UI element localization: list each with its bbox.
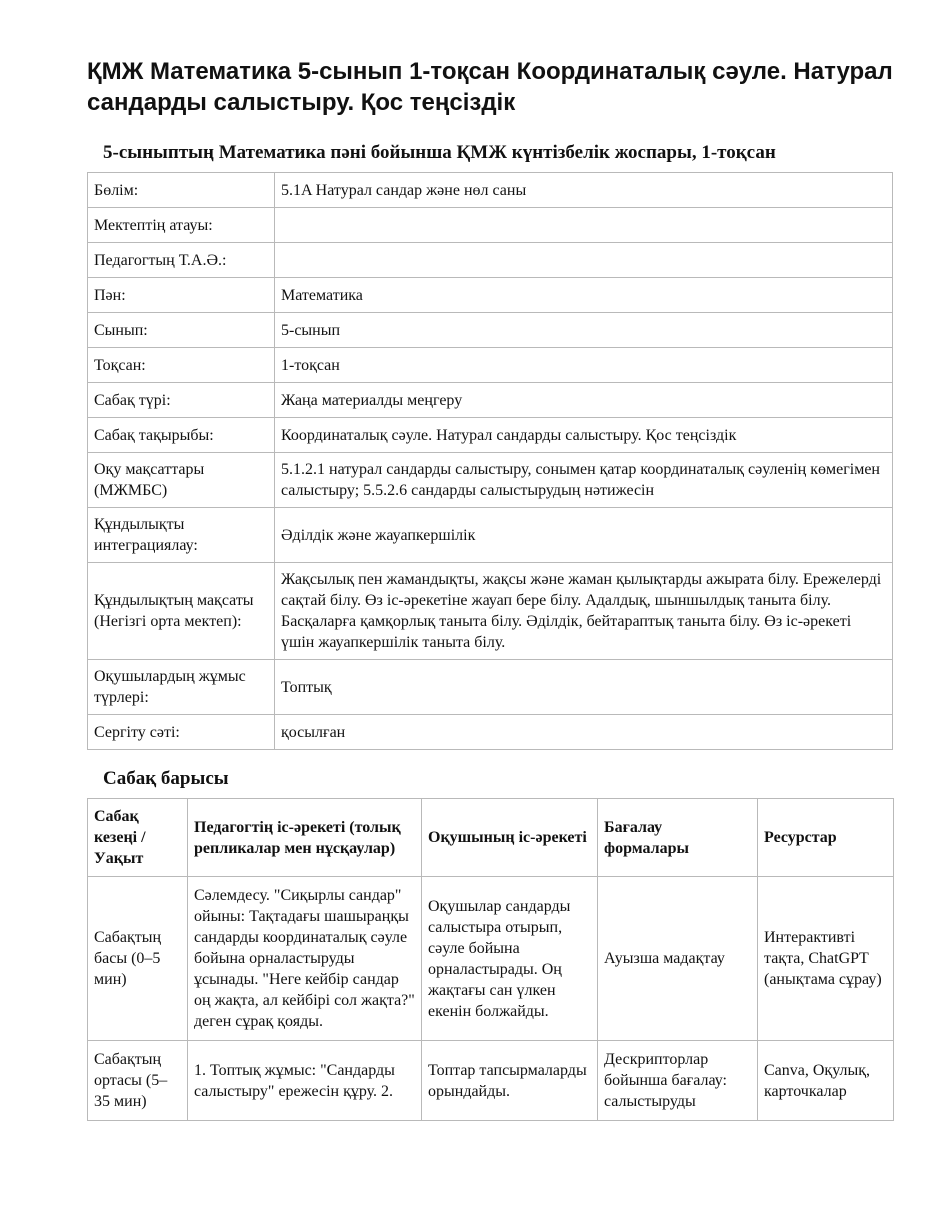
lesson-cell: 1. Топтық жұмыс: "Сандарды салыстыру" ережесін құру. 2. [188,1041,422,1121]
info-row [88,243,893,278]
info-value [275,243,893,278]
info-label: Оқушылардың жұмыс түрлері: [88,660,275,715]
info-row [88,278,893,313]
lesson-progress-heading: Сабақ барысы [103,768,229,789]
info-value: Топтық [275,660,893,715]
info-row [88,208,893,243]
lesson-column-header: Бағалау формалары [598,799,758,877]
info-row [88,348,893,383]
info-row [88,418,893,453]
info-value: қосылған [275,715,893,750]
info-row [88,660,893,715]
lesson-row [88,1041,894,1121]
info-value: Жаңа материалды меңгеру [275,383,893,418]
info-value: 1-тоқсан [275,348,893,383]
info-row [88,173,893,208]
info-label: Бөлім: [88,173,275,208]
lesson-column-header: Ресурстар [758,799,894,877]
lesson-progress-body [88,877,894,1121]
document-page [87,56,893,1121]
lesson-cell: Топтар тапсырмаларды орындайды. [422,1041,598,1121]
lesson-cell: Сабақтың ортасы (5–35 мин) [88,1041,188,1121]
info-label: Пән: [88,278,275,313]
info-value: Математика [275,278,893,313]
info-label: Тоқсан: [88,348,275,383]
info-value: 5-сынып [275,313,893,348]
info-row [88,563,893,660]
lesson-column-header: Оқушының іс-әрекеті [422,799,598,877]
plan-heading: 5-сыныптың Математика пәні бойынша ҚМЖ күнтізбелік жоспары, 1-тоқсан [103,142,776,163]
lesson-progress-table [87,798,894,1121]
info-label: Сергіту сәті: [88,715,275,750]
info-value: Координаталық сәуле. Натурал сандарды салыстыру. Қос теңсіздік [275,418,893,453]
lesson-cell: Дескрипторлар бойынша бағалау: салыстыруды [598,1041,758,1121]
info-label: Сабақ түрі: [88,383,275,418]
lesson-info-body [88,173,893,750]
lesson-cell: Оқушылар сандарды салыстыра отырып, сәуле бойына орналастырады. Оң жақтағы сан үлкен екенін болжайды. [422,877,598,1041]
info-label: Оқу мақсаттары (МЖМБС) [88,453,275,508]
info-value: 5.1A Натурал сандар және нөл саны [275,173,893,208]
info-value: Жақсылық пен жамандықты, жақсы және жаман қылықтарды ажырата білу. Ережелерді сақтай білу. Өз іс-әрекетіне жауап бере білу. Адалдық, шыншылдық таныта білу. Басқаларға қамқорлық таныта білу. Әділдік, бейтараптық таныта білу. Өз іс-әрекеті үшін жауапкершілік таныта білу. [275,563,893,660]
info-row [88,313,893,348]
info-label: Сынып: [88,313,275,348]
lesson-cell: Интерактивті тақта, ChatGPT (анықтама сұрау) [758,877,894,1041]
document-title: ҚМЖ Математика 5-сынып 1-тоқсан Координаталық сәуле. Натурал сандарды салыстыру. Қос теңсіздік [87,58,893,116]
info-row [88,383,893,418]
lesson-row [88,877,894,1041]
info-value [275,208,893,243]
info-row [88,508,893,563]
info-value: 5.1.2.1 натурал сандарды салыстыру, сонымен қатар координаталық сәуленің көмегімен салыстыру; 5.5.2.6 сандарды салыстырудың нәтижесін [275,453,893,508]
lesson-column-header: Сабақ кезеңі / Уақыт [88,799,188,877]
lesson-cell: Сәлемдесу. "Сиқырлы сандар" ойыны: Тақтадағы шашыраңқы сандарды координаталық сәуле бойына орналастыруды ұсынады. "Неге кейбір сандар оң жақта, ал кейбірі сол жақта?" деген сұрақ қояды. [188,877,422,1041]
lesson-column-header: Педагогтің іс-әрекеті (толық репликалар мен нұсқаулар) [188,799,422,877]
info-row [88,453,893,508]
info-label: Педагогтың Т.А.Ә.: [88,243,275,278]
info-label: Құндылықты интеграциялау: [88,508,275,563]
info-row [88,715,893,750]
lesson-cell: Сабақтың басы (0–5 мин) [88,877,188,1041]
info-label: Сабақ тақырыбы: [88,418,275,453]
info-value: Әділдік және жауапкершілік [275,508,893,563]
lesson-cell: Ауызша мадақтау [598,877,758,1041]
lesson-cell: Canva, Оқулық, карточкалар [758,1041,894,1121]
lesson-info-table [87,172,893,750]
info-label: Құндылықтың мақсаты (Негізгі орта мектеп): [88,563,275,660]
lesson-header-row [88,799,894,877]
info-label: Мектептің атауы: [88,208,275,243]
